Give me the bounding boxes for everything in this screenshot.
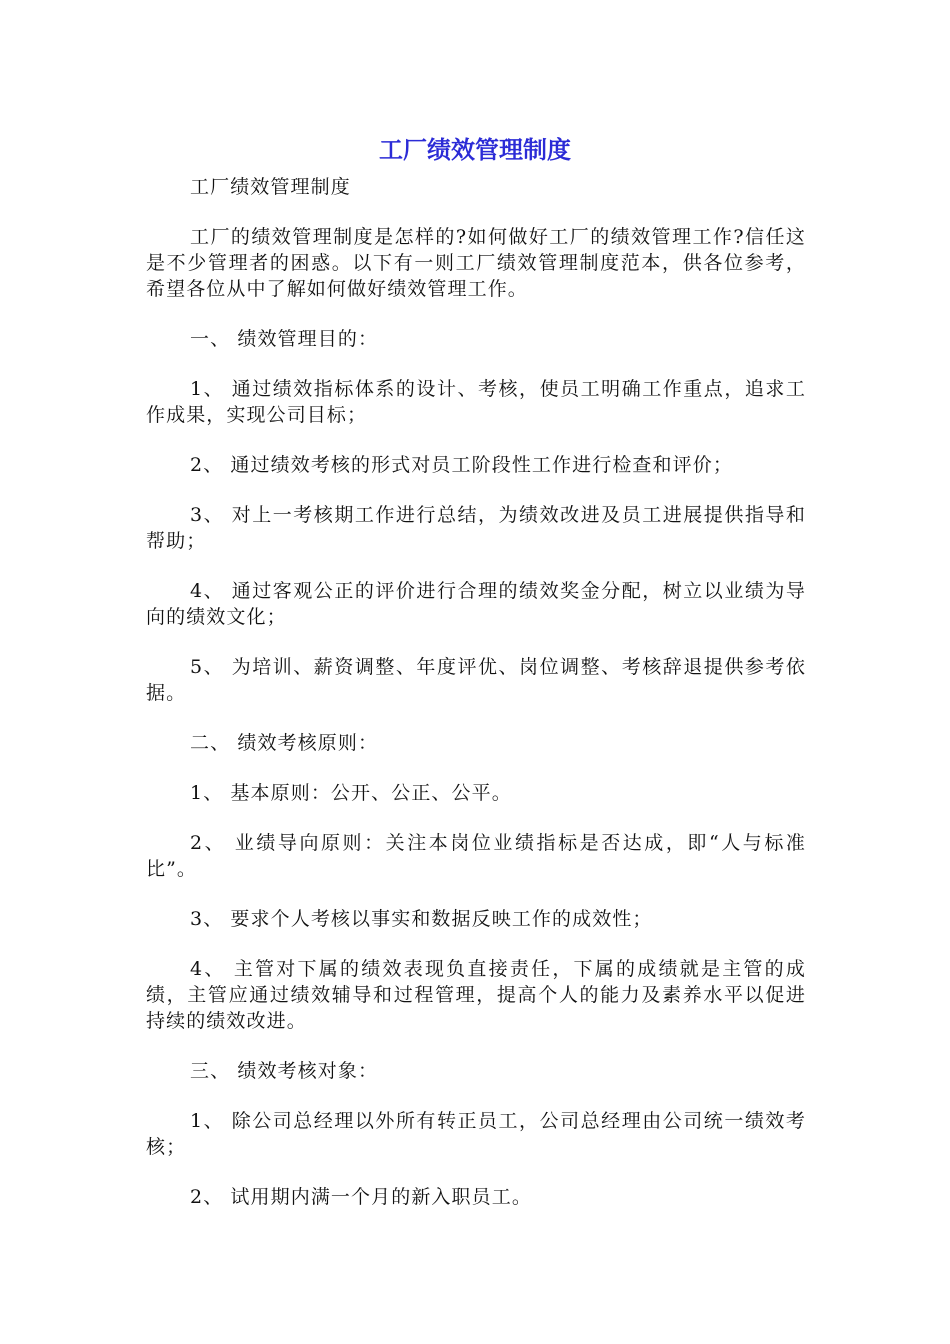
list-item: 2、 通过绩效考核的形式对员工阶段性工作进行检查和评价； [190, 454, 733, 476]
list-item: 5、 为培训、薪资调整、年度评优、岗位调整、考核辞退提供参考依据。 [146, 656, 806, 704]
section-heading-1: 一、 绩效管理目的： [190, 328, 379, 350]
list-item: 3、 要求个人考核以事实和数据反映工作的成效性； [190, 908, 653, 930]
list-item: 1、 除公司总经理以外所有转正员工，公司总经理由公司统一绩效考核； [146, 1110, 806, 1158]
list-item: 2、 业绩导向原则：关注本岗位业绩指标是否达成，即“人与标准比”。 [146, 832, 806, 880]
list-item: 2、 试用期内满一个月的新入职员工。 [190, 1186, 532, 1208]
list-item: 1、 基本原则：公开、公正、公平。 [190, 782, 512, 804]
document-body [146, 174, 806, 1234]
list-item: 3、 对上一考核期工作进行总结，为绩效改进及员工进展提供指导和帮助； [146, 504, 806, 552]
list-item: 4、 主管对下属的绩效表现负直接责任，下属的成绩就是主管的成绩，主管应通过绩效辅导和过程管理，提高个人的能力及素养水平以促进持续的绩效改进。 [146, 958, 806, 1032]
document-title: 工厂绩效管理制度 [379, 136, 571, 164]
paragraph-intro: 工厂的绩效管理制度是怎样的?如何做好工厂的绩效管理工作?信任这是不少管理者的困惑。以下有一则工厂绩效管理制度范本，供各位参考，希望各位从中了解如何做好绩效管理工作。 [146, 226, 806, 300]
section-heading-3: 三、 绩效考核对象： [190, 1060, 379, 1082]
list-item: 1、 通过绩效指标体系的设计、考核，使员工明确工作重点，追求工作成果，实现公司目标； [146, 378, 806, 426]
list-item: 4、 通过客观公正的评价进行合理的绩效奖金分配，树立以业绩为导向的绩效文化； [146, 580, 806, 628]
paragraph-subtitle: 工厂绩效管理制度 [190, 176, 351, 198]
section-heading-2: 二、 绩效考核原则： [190, 732, 379, 754]
